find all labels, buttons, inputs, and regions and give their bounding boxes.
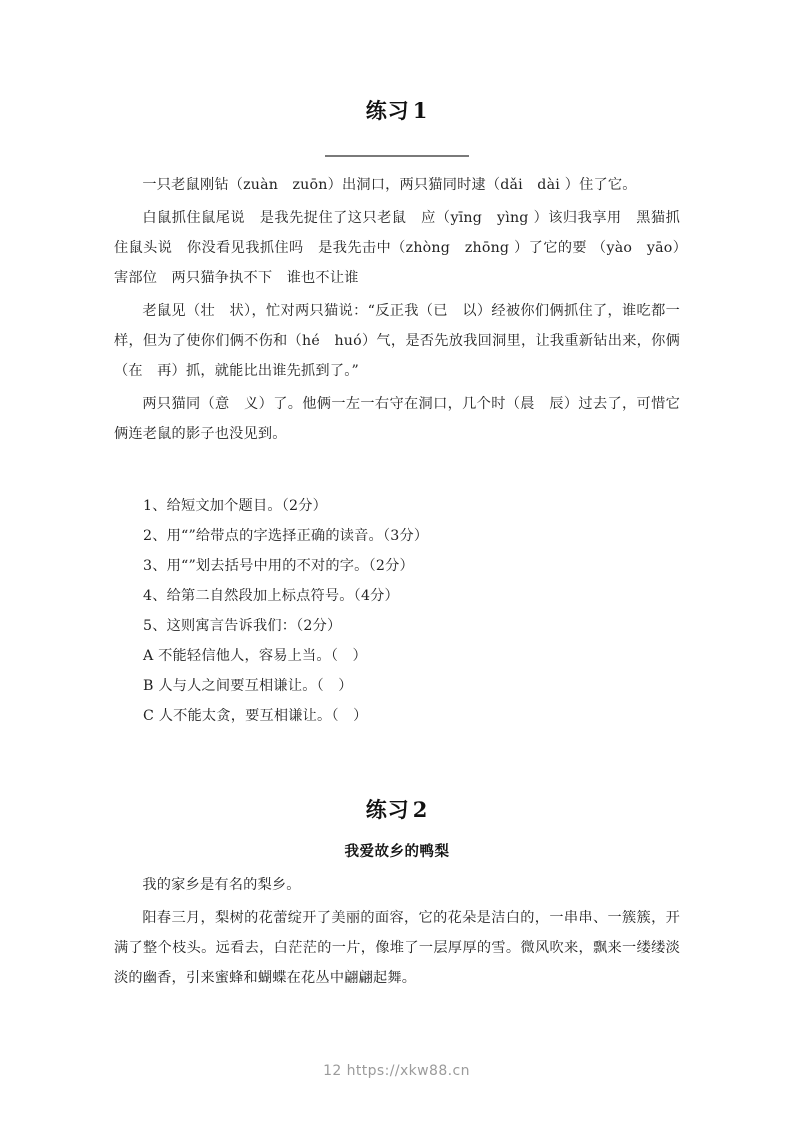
- passage-paragraph: 一只老鼠刚钻（zuàn zuōn）出洞口，两只猫同时逮（dǎi dài ）住了它。: [142, 177, 637, 194]
- question-item-1: 1、给短文加个题目。（2分）: [143, 498, 328, 515]
- exercise-2-heading-label: 练习: [365, 797, 410, 823]
- question-item-4: 4、给第二自然段加上标点符号。（4分）: [143, 588, 399, 605]
- question-list: [114, 491, 680, 731]
- passage-paragraph: 老鼠见（壮 状），忙对两只猫说：“反正我（已 以）经被你们俩抓住了，谁吃都一样，但为了使你们俩不伤和（hé huó）气，是否先放我回洞里，让我重新钻出来，你俩（在 再）抓，就能比出谁先抓到了。”: [114, 303, 680, 380]
- exercise-1-heading-number: 1: [412, 98, 429, 123]
- answer-option-c[interactable]: C 人不能太贪，要互相谦让。（ ）: [143, 708, 368, 725]
- exercise-1-heading-label: 练习: [365, 98, 410, 123]
- exercise-2-heading: [114, 797, 680, 822]
- exercise-2-section: [114, 797, 680, 993]
- exercise-2-subtitle: 我爱故乡的鸭梨: [344, 843, 450, 861]
- question-item-3: 3、用“”划去括号中用的不对的字。（2分）: [143, 558, 414, 575]
- question-item-5: 5、这则寓言告诉我们：（2分）: [143, 618, 342, 635]
- exercise-2-heading-number: 2: [412, 797, 429, 823]
- exercise-1-section: [114, 98, 680, 731]
- passage-paragraph: 两只猫同（意 义）了。他俩一左一右守在洞口，几个时（晨 辰）过去了，可惜它俩连老鼠的影子也没见到。: [114, 396, 680, 443]
- heading-divider-wrap: [114, 145, 680, 164]
- passage-paragraph: 我的家乡是有名的梨乡。: [142, 877, 301, 894]
- passage-paragraph: 白鼠抓住鼠尾说 是我先捉住了这只老鼠 应（yīng yìng ）该归我享用 黑猫抓住鼠头说 你没看见我抓住吗 是我先击中（zhòng zhōng ）了它的要 （yào yāo）害部位 两只猫争执不下 谁也不让谁: [114, 210, 680, 287]
- exercise-1-heading: [114, 98, 680, 123]
- passage-paragraph: 阳春三月，梨树的花蕾绽开了美丽的面容，它的花朵是洁白的，一串串、一簇簇，开满了整个枝头。远看去，白茫茫的一片，像堆了一层厚厚的雪。微风吹来，飘来一缕缕淡淡的幽香，引来蜜蜂和蝴蝶在花丛中翩翩起舞。: [114, 910, 680, 987]
- footer-watermark: 12 https://xkw88.cn: [323, 1063, 470, 1079]
- answer-option-a[interactable]: A 不能轻信他人，容易上当。（ ）: [143, 648, 367, 665]
- answer-option-b[interactable]: B 人与人之间要互相谦让。（ ）: [143, 678, 353, 695]
- document-content: [114, 0, 680, 996]
- horizontal-rule: [325, 155, 469, 157]
- question-item-2: 2、用“”给带点的字选择正确的读音。（3分）: [143, 528, 429, 545]
